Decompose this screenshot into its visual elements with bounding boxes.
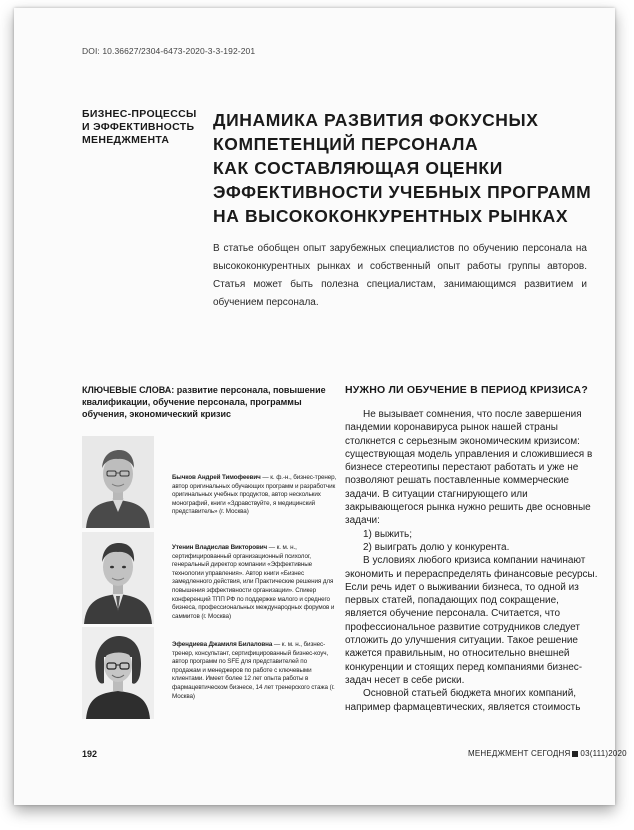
journal-issue: 03(111)2020 [580,749,627,758]
keywords-label: КЛЮЧЕВЫЕ СЛОВА: [82,385,175,395]
keywords [82,384,338,420]
title-line: НА ВЫСОКОКОНКУРЕНТНЫХ РЫНКАХ [213,206,569,226]
author-description: — к. ф.-н., бизнес-тренер, автор оригинальных обучающих программ и разработчик оригинальных учебных продуктов, автор нескольких монографий, книги «Здравствуйте, я медицинский представитель» (г. Москва) [172,474,337,516]
author-block [82,436,342,536]
square-icon [572,751,578,757]
author-name: Бычков Андрей Тимофеевич [172,474,261,481]
author-bio [172,544,337,621]
author-block [82,532,342,632]
author-portrait-icon [82,436,154,528]
title-line: КОМПЕТЕНЦИЙ ПЕРСОНАЛА [213,134,479,154]
author-block [82,627,342,727]
paragraph: Основной статьей бюджета многих компаний, например фармацевтических, является стоимость [345,688,581,713]
author-bio [172,474,337,517]
author-photo [82,627,154,719]
section-line: БИЗНЕС-ПРОЦЕССЫ [82,108,197,120]
page-number: 192 [82,749,98,759]
author-photo [82,532,154,624]
author-photo [82,436,154,528]
journal-name: МЕНЕДЖМЕНТ СЕГОДНЯ [468,749,571,758]
list-item: 1) выжить; [363,528,413,540]
author-description: — к. м. н., бизнес-тренер, консультант, сертифицированный бизнес-коуч, автор программ по SFE для представителей по продажам и менеджеров по работе с ключевыми клиентами. Имеет более 12 лет опыта работы в фармацевтическом бизнесе, 14 лет тренерского стажа (г. Москва) [172,641,335,700]
title-line: КАК СОСТАВЛЯЮЩАЯ ОЦЕНКИ [213,158,503,178]
article-body [345,384,600,714]
paragraph: Не вызывает сомнения, что после завершения пандемии коронавируса рынок нашей страны столкнется с серьезным экономическим кризисом: существующая модель управления и сложившиеся в бизнесе стереотипы перестают работать и уже не позволяют решать поставленные коммерческие задачи. В ситуации стагнирующего или закрывающегося рынка нужно решить две основные задачи: [345,409,593,527]
author-description: — к. м. н., сертифицированный организационный психолог, генеральный директор компании «Эффективные технологии управления». Автор книги «Бизнес замедленного действия, или Практические решения для повышения эффективности организации». Спикер конференций ТПП РФ по поддержке малого и среднего бизнеса, профессиональных международных форумов и саммитов (г. Москва) [172,544,335,620]
keywords-text: развитие персонала, повышение квалификации, обучение персонала, программы обучения, экономический кризис [82,385,326,419]
title-line: ДИНАМИКА РАЗВИТИЯ ФОКУСНЫХ [213,110,539,130]
abstract: В статье обобщен опыт зарубежных специалистов по обучению персонала на высококонкурентных рынках и собственный опыт работы группы авторов. Статья может быть полезна специалистам, занимающимся развитием и обучением персонала. [213,243,587,308]
doi: DOI: 10.36627/2304-6473-2020-3-3-192-201 [82,46,256,56]
list-item: 2) выиграть долю у конкурента. [363,541,510,553]
paragraph: В условиях любого кризиса компании начинают экономить и перераспределять финансовые ресурсы. Если речь идет о выживании бизнеса, то одной из первых статей, попадающих под сокращение, является обучение персонала. Считается, что профессиональное развитие сотрудников следует отложить до улучшения ситуации. Такое решение кажется правильным, но относительно внешней конкуренции и стоящих перед компаниями бизнес-задач несет в себе риски. [345,555,598,686]
journal-page [14,8,627,805]
article-title [213,108,603,228]
journal-footer [468,749,627,758]
author-name: Утенин Владислав Викторович [172,544,268,551]
author-bio [172,641,337,701]
section-line: И ЭФФЕКТИВНОСТЬ [82,121,195,133]
body-text [345,408,600,714]
author-name: Эфендиева Джамиля Билаловна [172,641,273,648]
section-line: МЕНЕДЖМЕНТА [82,134,170,146]
author-portrait-icon [82,532,154,624]
section-heading: НУЖНО ЛИ ОБУЧЕНИЕ В ПЕРИОД КРИЗИСА? [345,384,588,396]
title-line: ЭФФЕКТИВНОСТИ УЧЕБНЫХ ПРОГРАММ [213,182,592,202]
author-portrait-icon [82,627,154,719]
section-label [82,108,212,147]
